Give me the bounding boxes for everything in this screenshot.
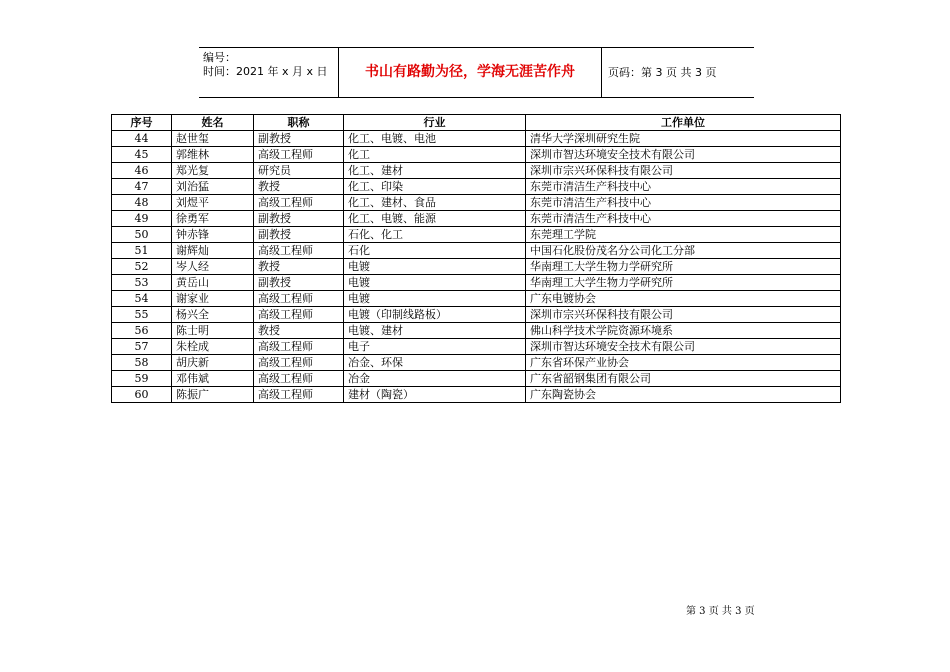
table-row (112, 355, 841, 371)
table-row (112, 307, 841, 323)
employer-cell: 中国石化股份茂名分公司化工分部 (526, 243, 841, 259)
industry-cell: 电镀 (344, 275, 526, 291)
title-cell: 副教授 (254, 275, 344, 291)
name-cell: 谢家业 (172, 291, 254, 307)
header-meta (199, 48, 338, 97)
seq-cell: 57 (112, 339, 172, 355)
employer-cell: 深圳市智达环境安全技术有限公司 (526, 339, 841, 355)
employer-cell: 华南理工大学生物力学研究所 (526, 259, 841, 275)
employer-cell: 深圳市智达环境安全技术有限公司 (526, 147, 841, 163)
title-cell: 高级工程师 (254, 291, 344, 307)
industry-cell: 化工、印染 (344, 179, 526, 195)
seq-cell: 60 (112, 387, 172, 403)
name-cell: 钟赤锋 (172, 227, 254, 243)
table-row (112, 147, 841, 163)
title-cell: 高级工程师 (254, 195, 344, 211)
number-label: 编号： (203, 51, 236, 64)
title-cell: 高级工程师 (254, 147, 344, 163)
title-cell: 教授 (254, 259, 344, 275)
table-row (112, 211, 841, 227)
seq-cell: 58 (112, 355, 172, 371)
column-header: 行业 (344, 115, 526, 131)
employer-cell: 东莞市清洁生产科技中心 (526, 179, 841, 195)
table-row (112, 227, 841, 243)
industry-cell: 化工 (344, 147, 526, 163)
column-header: 姓名 (172, 115, 254, 131)
name-cell: 陈振广 (172, 387, 254, 403)
title-cell: 副教授 (254, 131, 344, 147)
industry-cell: 冶金、环保 (344, 355, 526, 371)
expert-table (111, 114, 841, 403)
table-row (112, 323, 841, 339)
seq-cell: 55 (112, 307, 172, 323)
table-header-row (112, 115, 841, 131)
name-cell: 赵世玺 (172, 131, 254, 147)
title-cell: 高级工程师 (254, 339, 344, 355)
seq-cell: 51 (112, 243, 172, 259)
industry-cell: 石化 (344, 243, 526, 259)
title-cell: 高级工程师 (254, 387, 344, 403)
seq-cell: 48 (112, 195, 172, 211)
name-cell: 朱栓成 (172, 339, 254, 355)
column-header: 序号 (112, 115, 172, 131)
seq-cell: 44 (112, 131, 172, 147)
table-row (112, 275, 841, 291)
employer-cell: 广东省环保产业协会 (526, 355, 841, 371)
header-motto: 书山有路勤为径，学海无涯苦作舟 (338, 48, 602, 97)
table-body (112, 131, 841, 403)
name-cell: 郭维林 (172, 147, 254, 163)
seq-cell: 54 (112, 291, 172, 307)
industry-cell: 化工、电镀、电池 (344, 131, 526, 147)
title-cell: 教授 (254, 179, 344, 195)
title-cell: 教授 (254, 323, 344, 339)
industry-cell: 电子 (344, 339, 526, 355)
name-cell: 郑光复 (172, 163, 254, 179)
seq-cell: 53 (112, 275, 172, 291)
table-row (112, 339, 841, 355)
employer-cell: 广东电镀协会 (526, 291, 841, 307)
industry-cell: 化工、建材、食品 (344, 195, 526, 211)
employer-cell: 佛山科学技术学院资源环境系 (526, 323, 841, 339)
seq-cell: 46 (112, 163, 172, 179)
employer-cell: 广东陶瓷协会 (526, 387, 841, 403)
name-cell: 邓伟斌 (172, 371, 254, 387)
employer-cell: 华南理工大学生物力学研究所 (526, 275, 841, 291)
table-row (112, 179, 841, 195)
table-row (112, 387, 841, 403)
employer-cell: 清华大学深圳研究生院 (526, 131, 841, 147)
title-cell: 高级工程师 (254, 243, 344, 259)
header-page-label: 页码：第 3 页 共 3 页 (608, 66, 717, 79)
employer-cell: 东莞市清洁生产科技中心 (526, 195, 841, 211)
name-cell: 岑人经 (172, 259, 254, 275)
title-cell: 高级工程师 (254, 371, 344, 387)
industry-cell: 电镀、建材 (344, 323, 526, 339)
name-cell: 刘治猛 (172, 179, 254, 195)
table-head (112, 115, 841, 131)
employer-cell: 广东省韶钢集团有限公司 (526, 371, 841, 387)
table-row (112, 243, 841, 259)
employer-cell: 深圳市宗兴环保科技有限公司 (526, 307, 841, 323)
name-cell: 黄岳山 (172, 275, 254, 291)
employer-cell: 东莞市清洁生产科技中心 (526, 211, 841, 227)
title-cell: 高级工程师 (254, 355, 344, 371)
table-row (112, 371, 841, 387)
title-cell: 副教授 (254, 211, 344, 227)
seq-cell: 47 (112, 179, 172, 195)
table-row (112, 291, 841, 307)
industry-cell: 电镀（印制线路板） (344, 307, 526, 323)
column-header: 职称 (254, 115, 344, 131)
name-cell: 胡庆新 (172, 355, 254, 371)
table-row (112, 163, 841, 179)
industry-cell: 化工、电镀、能源 (344, 211, 526, 227)
industry-cell: 电镀 (344, 291, 526, 307)
title-cell: 高级工程师 (254, 307, 344, 323)
seq-cell: 59 (112, 371, 172, 387)
employer-cell: 深圳市宗兴环保科技有限公司 (526, 163, 841, 179)
industry-cell: 石化、化工 (344, 227, 526, 243)
table-row (112, 195, 841, 211)
table-row (112, 131, 841, 147)
title-cell: 副教授 (254, 227, 344, 243)
name-cell: 陈士明 (172, 323, 254, 339)
seq-cell: 56 (112, 323, 172, 339)
seq-cell: 49 (112, 211, 172, 227)
seq-cell: 52 (112, 259, 172, 275)
industry-cell: 冶金 (344, 371, 526, 387)
time-label: 时间：2021 年 x 月 x 日 (203, 65, 328, 78)
seq-cell: 45 (112, 147, 172, 163)
name-cell: 徐勇军 (172, 211, 254, 227)
page-footer: 第 3 页 共 3 页 (686, 606, 755, 617)
name-cell: 谢辉灿 (172, 243, 254, 259)
title-cell: 研究员 (254, 163, 344, 179)
name-cell: 杨兴全 (172, 307, 254, 323)
seq-cell: 50 (112, 227, 172, 243)
table-row (112, 259, 841, 275)
column-header: 工作单位 (526, 115, 841, 131)
industry-cell: 建材（陶瓷） (344, 387, 526, 403)
employer-cell: 东莞理工学院 (526, 227, 841, 243)
industry-cell: 化工、建材 (344, 163, 526, 179)
industry-cell: 电镀 (344, 259, 526, 275)
name-cell: 刘煜平 (172, 195, 254, 211)
page-header (199, 47, 754, 98)
